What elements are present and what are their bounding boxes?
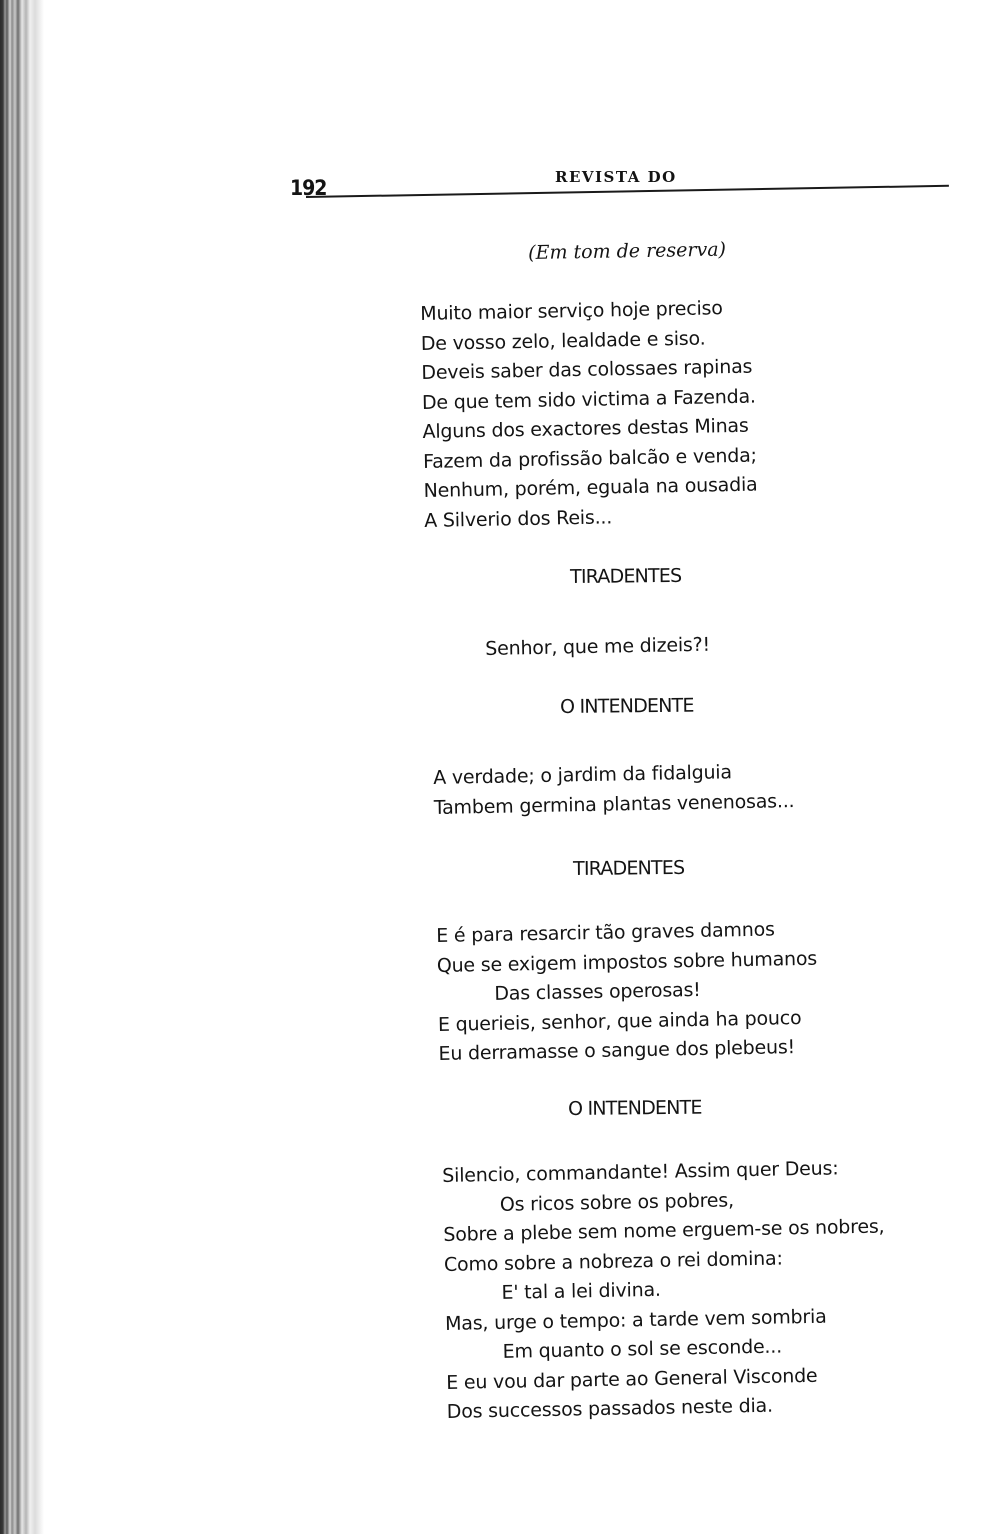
verse-line: De vosso zelo, lealdade e siso. bbox=[420, 327, 706, 355]
verse-line: Mas, urge o tempo: a tarde vem sombria bbox=[444, 1305, 827, 1335]
speaker-name: O INTENDENTE bbox=[560, 694, 694, 718]
verse-line: Muito maior serviço hoje preciso bbox=[420, 297, 723, 325]
speech-tiradentes-1 bbox=[485, 631, 710, 665]
verse-line: A Silverio dos Reis... bbox=[424, 505, 613, 532]
header-rule bbox=[306, 185, 949, 198]
verse-line: Em quanto o sol se esconde... bbox=[502, 1335, 783, 1363]
verse-line: E eu vou dar parte ao General Visconde bbox=[446, 1364, 818, 1394]
verse-line: Que se exigem impostos sobre humanos bbox=[436, 947, 818, 977]
verse-line: Sobre a plebe sem nome erguem-se os nobres, bbox=[443, 1215, 885, 1246]
verse-line: Fazem da profissão balcão e venda; bbox=[422, 444, 757, 473]
stage-direction: (Em tom de reserva) bbox=[528, 238, 727, 264]
verse-line: A verdade; o jardim da fidalguia bbox=[433, 761, 733, 789]
verse-line: Nenhum, porém, eguala na ousadia bbox=[423, 473, 758, 502]
speech-tiradentes-2 bbox=[436, 915, 819, 1070]
speaker-name: TIRADENTES bbox=[573, 856, 685, 880]
verse-line: E querieis, senhor, que ainda ha pouco bbox=[437, 1006, 802, 1036]
page-number: 192 bbox=[290, 176, 327, 200]
verse-line: E é para resarcir tão graves damnos bbox=[436, 918, 775, 947]
verse-line: Senhor, que me dizeis?! bbox=[485, 633, 711, 660]
running-title: REVISTA DO bbox=[555, 168, 677, 186]
speech-intendente-2 bbox=[433, 757, 795, 823]
verse-line: Os ricos sobre os pobres, bbox=[499, 1188, 735, 1216]
verse-line: E' tal a lei divina. bbox=[501, 1278, 661, 1304]
speaker-name: TIRADENTES bbox=[570, 564, 682, 588]
verse-line: Eu derramasse o sangue dos plebeus! bbox=[438, 1036, 796, 1065]
verse-line: Dos successos passados neste dia. bbox=[446, 1394, 774, 1423]
speech-intendente-1 bbox=[420, 294, 758, 536]
verse-line: Silencio, commandante! Assim quer Deus: bbox=[442, 1157, 839, 1187]
verse-line: Das classes operosas! bbox=[494, 978, 701, 1005]
speaker-name: O INTENDENTE bbox=[568, 1096, 702, 1120]
verse-line: Como sobre a nobreza o rei domina: bbox=[443, 1246, 783, 1276]
verse-line: Deveis saber das colossaes rapinas bbox=[421, 355, 753, 384]
verse-line: Tambem germina plantas venenosas... bbox=[433, 789, 795, 819]
verse-line: De que tem sido victima a Fazenda. bbox=[421, 385, 756, 414]
speech-intendente-3 bbox=[442, 1154, 888, 1428]
verse-line: Alguns dos exactores destas Minas bbox=[422, 414, 749, 443]
